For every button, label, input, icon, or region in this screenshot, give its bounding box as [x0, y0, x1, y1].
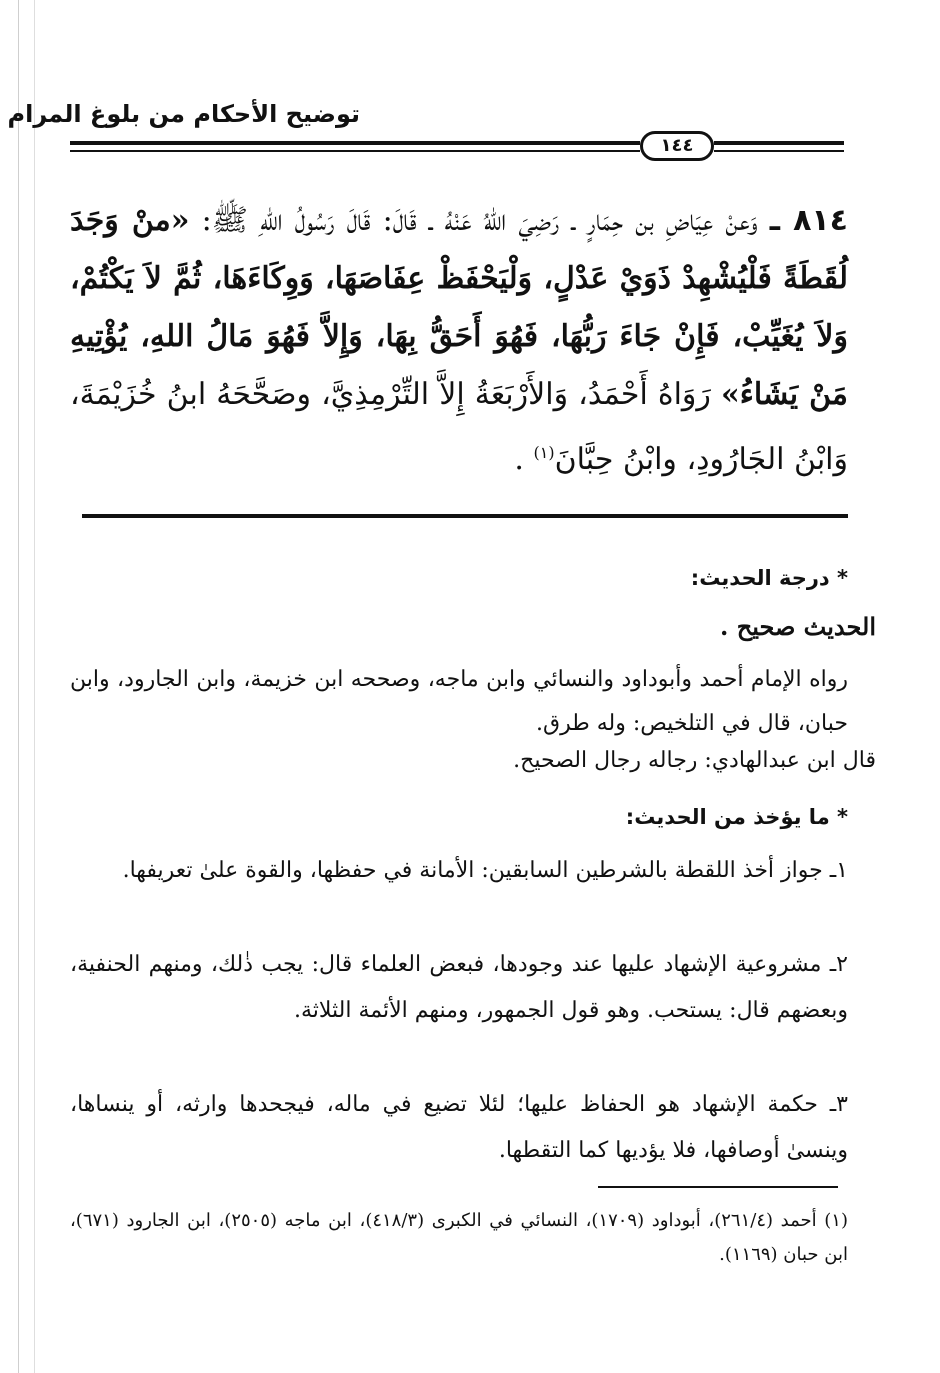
grade-paragraph: قال ابن عبدالهادي: رجاله رجال الصحيح.	[513, 748, 876, 773]
lesson-item: ٢ـ مشروعية الإشهاد عليها عند وجودها، فبعض العلماء قال: يجب ذٰلك، ومنهم الحنفية، وبعضهم قال: يستحب. وهو قول الجمهور، ومنهم الأئمة الثلاثة.	[70, 952, 848, 1023]
footnote-rule	[598, 1186, 838, 1188]
grade-paragraph: رواه الإمام أحمد وأبوداود والنسائي وابن ماجه، وصححه ابن خزيمة، وابن الجارود، وابن حبان، قال في التلخيص: وله طرق.	[70, 667, 848, 736]
header-rule	[70, 150, 640, 152]
section-divider	[82, 514, 848, 518]
running-header-title: توضيح الأحكام من بلوغ المرام	[7, 100, 360, 128]
scan-edge-line	[18, 0, 19, 1373]
hadith-text	[70, 192, 848, 489]
footnote: (١) أحمد (٢٦١/٤)، أبوداود (١٧٠٩)، النسائي في الكبرى (٤١٨/٣)، ابن ماجه (٢٥٠٥)، ابن الجارود (٦٧١)، ابن حبان (١١٦٩).	[70, 1210, 848, 1265]
lessons-heading: * ما يؤخذ من الحديث:	[625, 805, 848, 829]
grade-heading: * درجة الحديث:	[690, 566, 848, 590]
lesson-item: ١ـ جواز أخذ اللقطة بالشرطين السابقين: الأمانة في حفظها، والقوة علىٰ تعريفها.	[122, 858, 848, 883]
scan-edge-line	[34, 0, 35, 1373]
header-rule	[714, 150, 844, 152]
footnote-marker: (١)	[533, 443, 555, 462]
hadith-intro: وَعنْ عِيَاضِ بن حِمَارٍ ـ رَضِيَ اللهُ عَنْهُ ـ قَالَ: قَالَ رَسُولُ اللهِ ﷺ:	[201, 203, 758, 238]
header-rule	[70, 141, 640, 145]
grade-verdict: الحديث صحيح .	[720, 612, 876, 641]
hadith-source: رَوَاهُ أَحْمَدُ، وَالأَرْبَعَةُ إِلاَّ التِّرْمِذِيَّ، وصَحَّحَهُ ابنُ خُزَيْمَةَ، وَابْنُ الجَارُودِ، وابْنُ حِبَّانَ	[70, 377, 848, 477]
header-rule	[714, 141, 844, 145]
hadith-number: ٨١٤ ـ	[769, 203, 848, 238]
hadith-matn: «منْ وَجَدَ لُقَطَةً فَلْيُشْهِدْ ذَوَيْ عَدْلٍ، وَلْيَحْفَظْ عِفَاصَهَا، وَوِكَاءَهَا، ثُمَّ لاَ يَكْتُمْ، وَلاَ يُغَيِّبْ، فَإِنْ جَاءَ رَبُّهَا، فَهُوَ أَحَقُّ بِهَا، وَإِلاَّ فَهُوَ مَالُ اللهِ، يُؤْتِيهِ مَنْ يَشَاءُ»	[70, 203, 848, 412]
page-number: ١٤٤	[640, 131, 714, 161]
lesson-item: ٣ـ حكمة الإشهاد هو الحفاظ عليها؛ لئلا تضيع في ماله، فيجحدها وارثه، أو ينساها، وينسىٰ أوصافها، فلا يؤديها كما التقطها.	[70, 1092, 848, 1163]
hadith-end: .	[514, 442, 534, 477]
